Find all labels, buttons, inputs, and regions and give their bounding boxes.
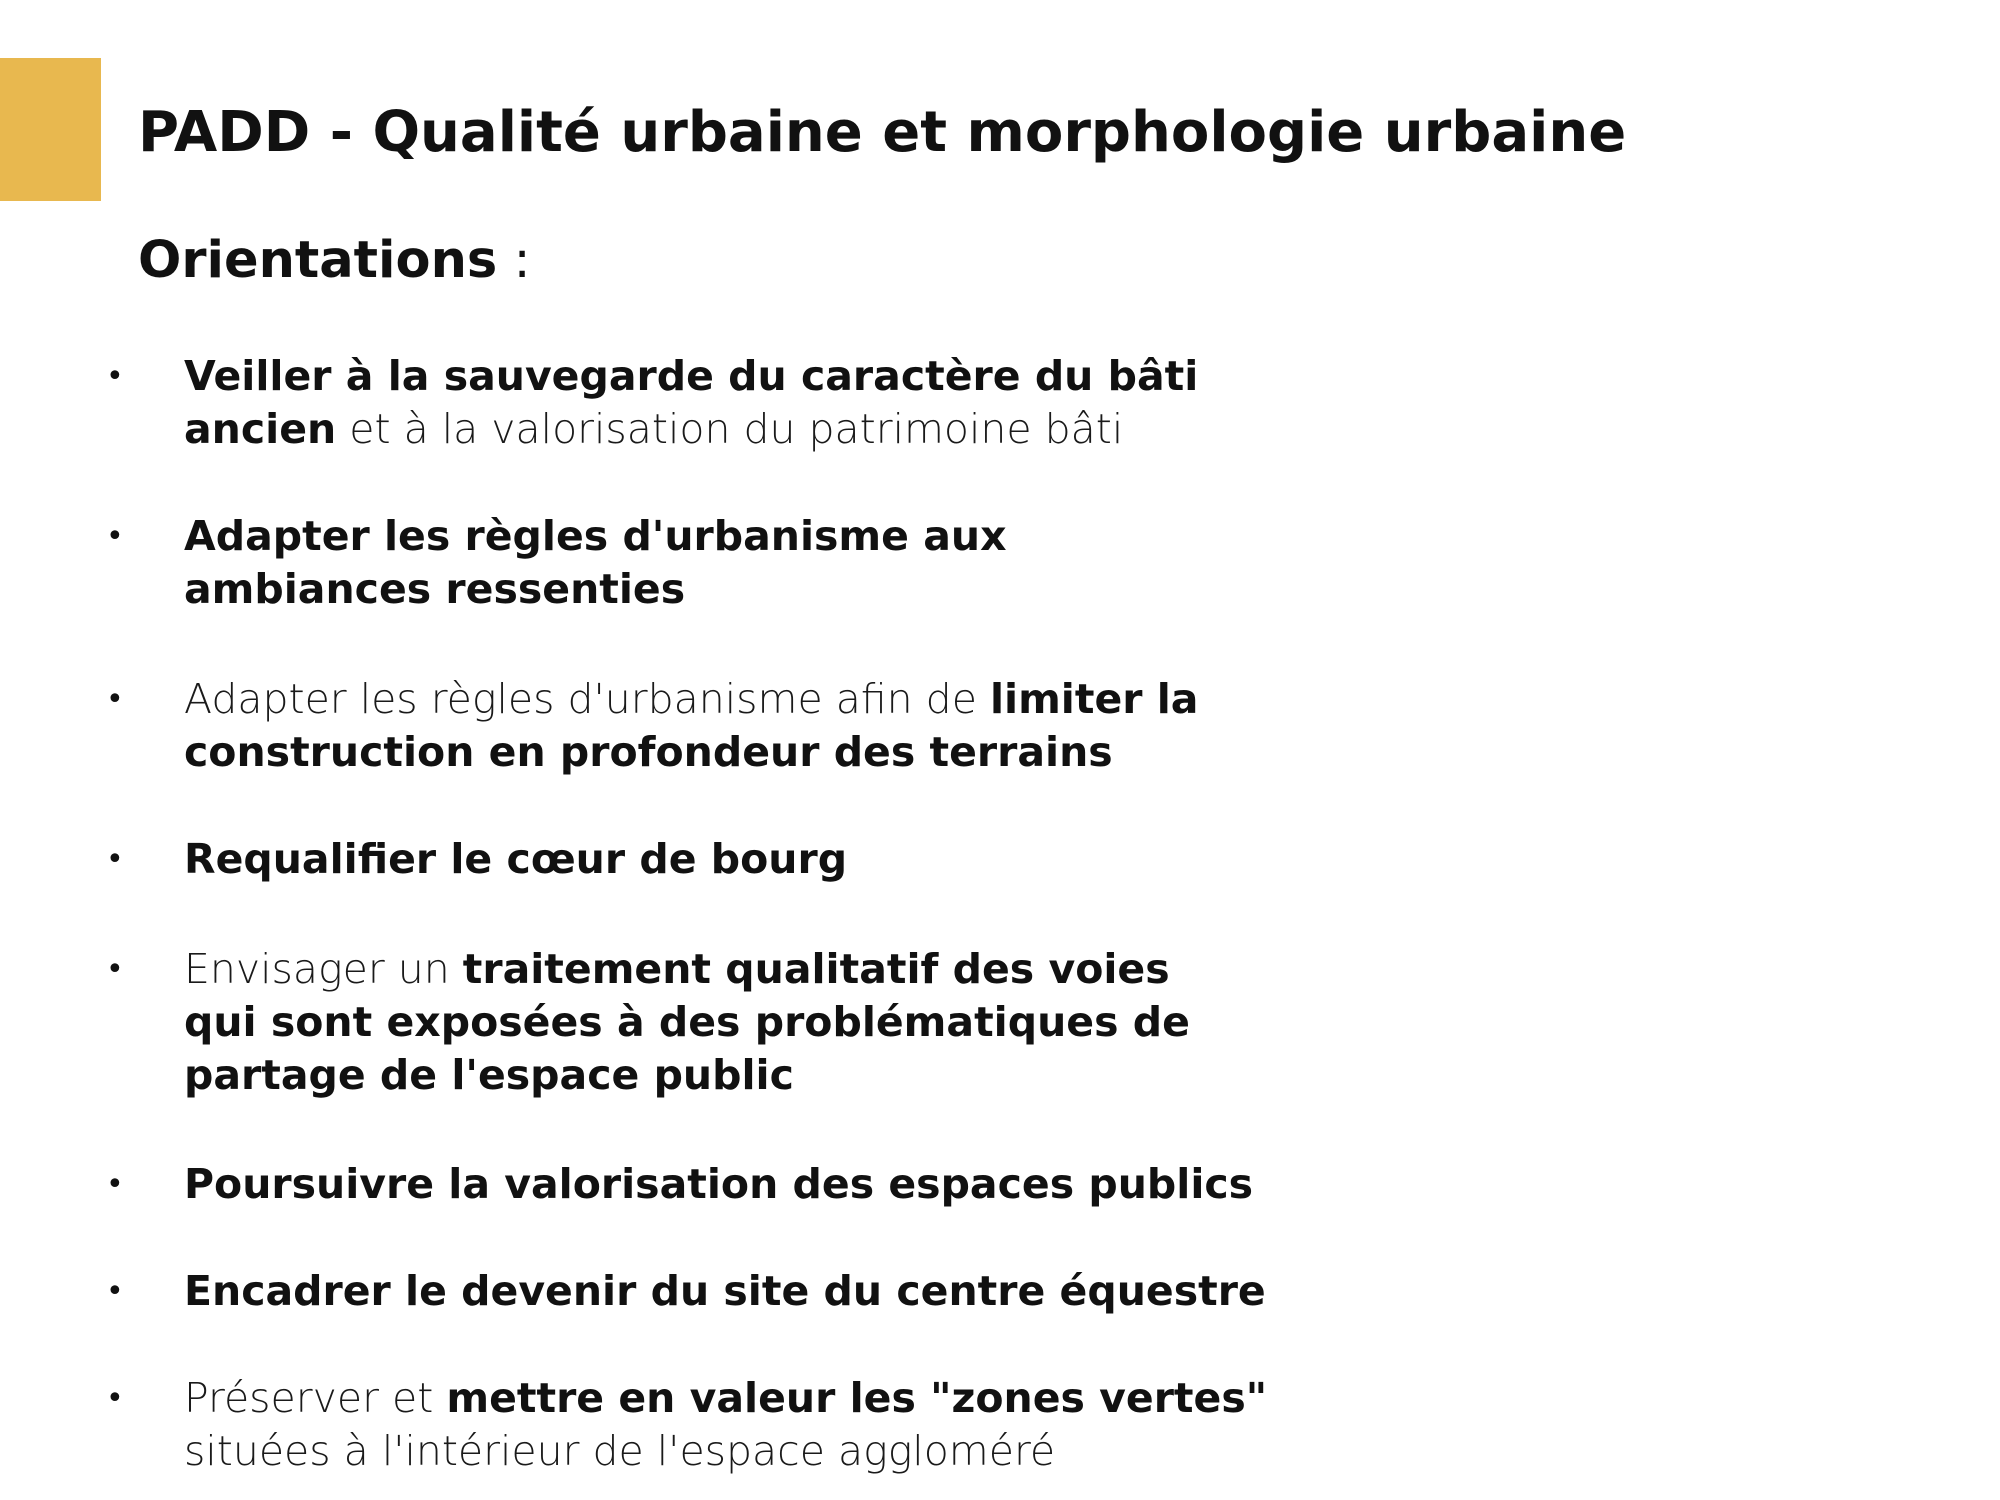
bullet-part: limiter la construction en profondeur des terrains bbox=[184, 675, 1199, 776]
bullet-marker: • bbox=[106, 1381, 124, 1416]
bullet-part: Adapter les règles d'urbanisme afin de bbox=[184, 675, 990, 723]
bullet-text bbox=[184, 943, 1244, 1102]
bullet-marker: • bbox=[106, 842, 124, 877]
subtitle-main: Orientations bbox=[138, 231, 498, 290]
bullet-marker: • bbox=[106, 359, 124, 394]
bullet-text bbox=[184, 1158, 1384, 1211]
bullet-marker: • bbox=[106, 519, 124, 554]
bullet-text bbox=[184, 1372, 1304, 1478]
bullet-part: Envisager un bbox=[184, 945, 463, 993]
bullet-text bbox=[184, 673, 1244, 779]
bullet-marker: • bbox=[106, 952, 124, 987]
bullet-part: Requalifier le cœur de bourg bbox=[184, 835, 848, 883]
bullet-part: Veiller à la sauvegarde du caractère du bâti ancien bbox=[184, 352, 1199, 453]
bullet-part: Poursuivre la valorisation des espaces publics bbox=[184, 1160, 1254, 1208]
bullet-text bbox=[184, 350, 1244, 456]
bullet-part: traitement qualitatif des voies qui sont exposées à des problématiques de partage de l'espace public bbox=[184, 945, 1190, 1099]
bullet-part: Préserver et bbox=[184, 1374, 447, 1422]
slide-title: PADD - Qualité urbaine et morphologie urbaine bbox=[138, 100, 1627, 165]
bullet-part: Adapter les règles d'urbanisme aux ambiances ressenties bbox=[184, 512, 1007, 613]
bullet-part: et à la valorisation du patrimoine bâti bbox=[336, 405, 1124, 453]
bullet-part: mettre en valeur les "zones vertes" bbox=[446, 1374, 1268, 1422]
subtitle-colon: : bbox=[497, 231, 531, 290]
bullet-text bbox=[184, 1265, 1384, 1318]
bullet-part: situées à l'intérieur de l'espace aggloméré bbox=[184, 1427, 1056, 1475]
bullet-part: Encadrer le devenir du site du centre équestre bbox=[184, 1267, 1266, 1315]
title-accent-bar bbox=[0, 58, 101, 201]
bullet-marker: • bbox=[106, 682, 124, 717]
bullet-marker: • bbox=[106, 1274, 124, 1309]
slide-subtitle bbox=[138, 226, 531, 296]
bullet-text bbox=[184, 510, 1024, 616]
bullet-marker: • bbox=[106, 1167, 124, 1202]
bullet-text bbox=[184, 833, 1244, 886]
